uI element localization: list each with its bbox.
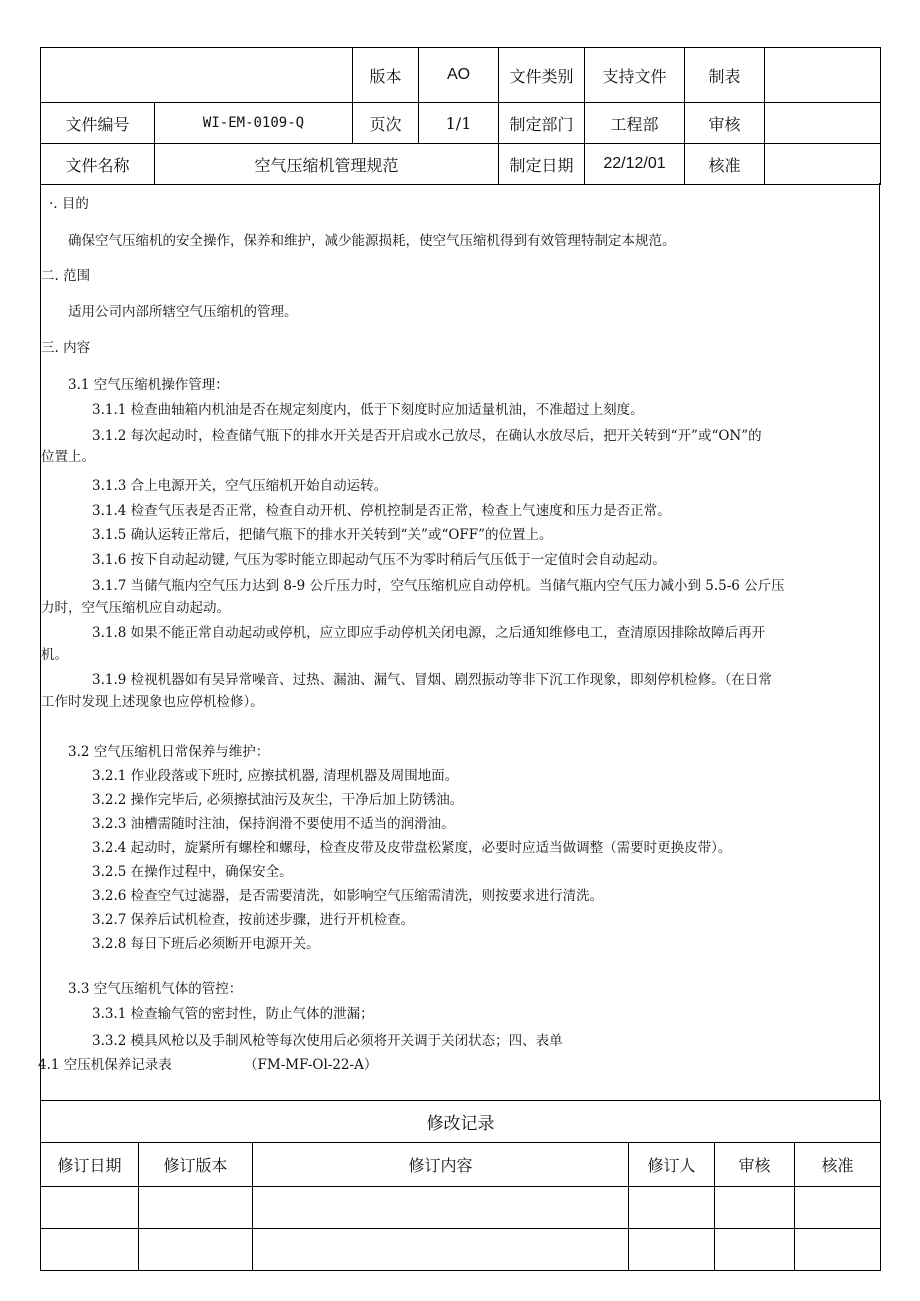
item-3-1-4: 3.1.4 检查气压表是否正常，检查自动开机、停机控制是否正常，检查上气速度和压力是否正常。 [92,503,671,519]
dept-label: 制定部门 [499,103,585,144]
section-3-1-title: 3.1 空气压缩机操作管理： [68,377,229,393]
doc-type-value: 支持文件 [585,48,685,103]
reviewed-value [765,103,881,144]
item-3-2-8: 3.2.8 每日下班后必须断开电源开关。 [92,936,320,952]
item-3-2-2: 3.2.2 操作完毕后, 必须擦拭油污及灰尘，干净后加上防锈油。 [92,792,464,808]
section-2-title: 二. 范围 [41,268,91,284]
table-cell [715,1229,795,1271]
revision-table [40,1100,881,1271]
col-revised-by: 修订人 [629,1143,715,1187]
table-cell [139,1187,253,1229]
doc-name-label: 文件名称 [41,144,155,185]
table-cell [629,1187,715,1229]
table-cell [41,1187,139,1229]
doc-no-label: 文件编号 [41,103,155,144]
doc-no-value: WI-EM-0109-Q [155,103,353,144]
doc-name-value: 空气压缩机管理规范 [155,144,499,185]
document-page [40,47,880,1270]
item-3-1-9-line1: 3.1.9 检视机器如有吴异常噪音、过热、漏油、漏气、冒烟、剧烈振动等非下沉工作现象，即刻停机检修。（在日常 [92,672,772,688]
reviewed-label: 审核 [685,103,765,144]
item-3-1-6: 3.1.6 按下自动起动键, 气压为零时能立即起动气压不为零时稍后气压低于一定值时会自动起动。 [92,552,666,568]
table-cell [253,1187,629,1229]
date-value: 22/12/01 [585,144,685,185]
doc-type-label: 文件类别 [499,48,585,103]
item-3-2-3: 3.2.3 油槽需随时注油，保持润滑不要使用不适当的润滑油。 [92,816,455,832]
section-2-text: 适用公司内部所辖空气压缩机的管理。 [68,304,298,320]
item-3-1-8-line2: 机。 [41,647,68,663]
prepared-label: 制表 [685,48,765,103]
col-revision-date: 修订日期 [41,1143,139,1187]
col-approved: 核准 [795,1143,881,1187]
approved-value [765,144,881,185]
table-cell [629,1229,715,1271]
item-3-1-2-line2: 位置上。 [41,449,95,465]
prepared-value [765,48,881,103]
item-3-2-6: 3.2.6 检查空气过滤器，是否需要清洗，如影响空气压缩需清洗，则按要求进行清洗。 [92,888,604,904]
item-3-2-7: 3.2.7 保养后试机检查，按前述步骤，进行开机检查。 [92,912,415,928]
table-row [41,1187,881,1229]
item-3-1-8-line1: 3.1.8 如果不能正常自动起动或停机，应立即应手动停机关闭电源，之后通知维修电工，查清原因排除故障后再开 [92,625,766,641]
section-3-title: 三. 内容 [41,340,91,356]
col-revision-version: 修订版本 [139,1143,253,1187]
header-table [40,47,881,185]
section-3-3-title: 3.3 空气压缩机气体的管控： [68,981,243,997]
col-reviewed: 审核 [715,1143,795,1187]
version-label: 版本 [353,48,419,103]
table-cell [41,1229,139,1271]
item-3-3-2: 3.3.2 模具风枪以及手制风枪等每次使用后必须将开关调于关闭状态；四、表单 [92,1033,563,1049]
item-3-1-1: 3.1.1 检查曲轴箱内机油是否在规定刻度内，低于下刻度时应加适量机油，不准超过上刻度。 [92,402,644,418]
date-label: 制定日期 [499,144,585,185]
item-4-1-label: 4.1 空压机保养记录表 [38,1057,172,1073]
revision-title: 修改记录 [41,1101,881,1143]
item-3-1-5: 3.1.5 确认运转正常后，把储气瓶下的排水开关转到“关”或“OFF”的位置上。 [92,527,553,543]
dept-value: 工程部 [585,103,685,144]
item-3-2-5: 3.2.5 在操作过程中，确保安全。 [92,864,293,880]
item-3-1-7-line1: 3.1.7 当储气瓶内空气压力达到 8-9 公斤压力时，空气压缩机应自动停机。当储气瓶内空气压力减小到 5.5-6 公斤压 [92,578,785,594]
page-value: 1/1 [419,103,499,144]
item-3-3-1: 3.3.1 检查输气管的密封性，防止气体的泄漏； [92,1006,374,1022]
table-cell [253,1229,629,1271]
table-cell [795,1187,881,1229]
section-1-title: ·. 目的 [49,196,89,212]
table-cell [139,1229,253,1271]
item-3-1-7-line2: 力时，空气压缩机应自动起动。 [41,600,230,616]
col-revision-content: 修订内容 [253,1143,629,1187]
page-label: 页次 [353,103,419,144]
version-value: AO [419,48,499,103]
document-body [40,183,880,1100]
header-blank-cell [41,48,353,103]
item-3-1-2-line1: 3.1.2 每次起动时，检查储气瓶下的排水开关是否开启或水己放尽，在确认水放尽后，把开关转到“开”或“ON”的 [92,428,762,444]
section-3-2-title: 3.2 空气压缩机日常保养与维护： [68,744,270,760]
item-3-1-9-line2: 工作时发现上述现象也应停机检修）。 [41,694,264,710]
item-3-2-4: 3.2.4 起动时，旋紧所有螺栓和螺母，检查皮带及皮带盘松紧度，必要时应适当做调整（需要时更换皮带）。 [92,840,732,856]
table-row [41,1229,881,1271]
item-3-2-1: 3.2.1 作业段落或下班时, 应擦拭机器, 清理机器及周围地面。 [92,768,459,784]
item-4-1-code: （FM-MF-Ol-22-A） [244,1057,378,1073]
section-1-text: 确保空气压缩机的安全操作，保养和维护，减少能源损耗，使空气压缩机得到有效管理特制定本规范。 [68,233,676,249]
table-cell [795,1229,881,1271]
item-3-1-3: 3.1.3 合上电源开关，空气压缩机开始自动运转。 [92,478,388,494]
table-cell [715,1187,795,1229]
approved-label: 核准 [685,144,765,185]
